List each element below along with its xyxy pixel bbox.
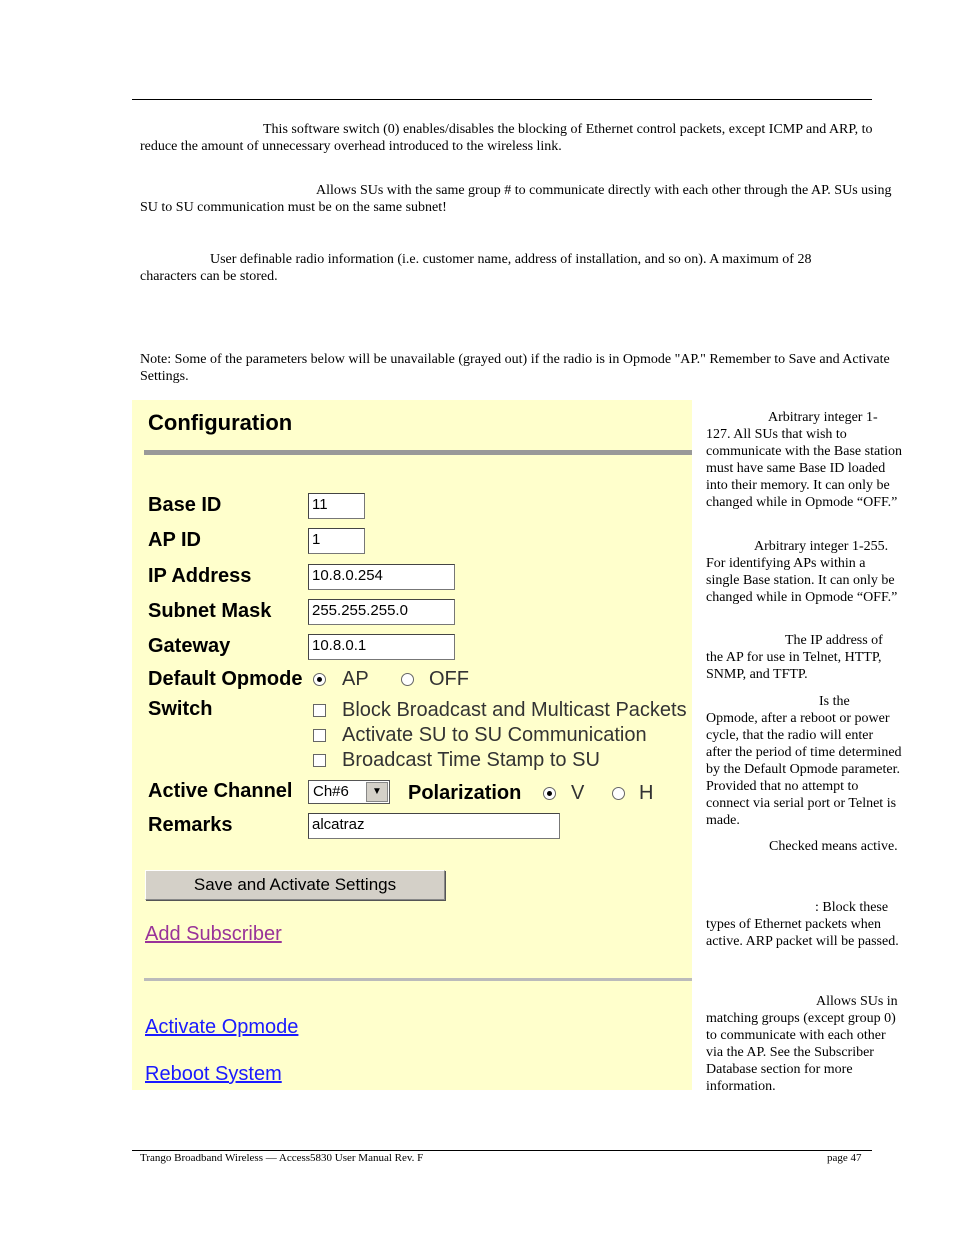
active-channel-select[interactable] — [308, 780, 390, 804]
reboot-system-link[interactable]: Reboot System — [145, 1063, 282, 1085]
opmode-off-label: OFF — [429, 668, 469, 690]
timestamp-checkbox[interactable] — [313, 754, 326, 767]
paragraph-remarks: User definable radio information (i.e. customer name, address of installation, and so on). A maximum of 28 characters can be stored. — [140, 252, 812, 284]
chevron-down-icon[interactable]: ▼ — [366, 782, 388, 802]
timestamp-label: Broadcast Time Stamp to SU — [342, 749, 600, 771]
remarks-input[interactable]: alcatraz — [308, 813, 560, 839]
save-activate-button[interactable]: Save and Activate Settings — [145, 870, 445, 900]
ip-address-label: IP Address — [148, 565, 252, 587]
remarks-label: Remarks — [148, 814, 233, 836]
header-rule — [132, 99, 872, 100]
side-note-block: : Block these types of Ethernet packets when active. ARP packet will be passed. — [706, 900, 899, 949]
base-id-input[interactable]: 11 — [308, 493, 365, 519]
panel-title: Configuration — [148, 410, 293, 435]
footer-rule — [132, 1150, 872, 1151]
footer-page-number: page 47 — [827, 1152, 862, 1164]
links-divider — [144, 978, 692, 981]
switch-label: Switch — [148, 698, 213, 720]
side-note-ap-id: Arbitrary integer 1-255. For identifying APs within a single Base station. It can only be changed while in Opmode “OFF.” — [706, 539, 898, 605]
ap-id-label: AP ID — [148, 529, 201, 551]
default-opmode-label: Default Opmode — [148, 668, 303, 690]
gateway-label: Gateway — [148, 635, 231, 657]
ap-id-input[interactable]: 1 — [308, 528, 365, 554]
base-id-label: Base ID — [148, 494, 222, 516]
add-subscriber-link[interactable]: Add Subscriber — [145, 923, 282, 945]
gateway-input[interactable]: 10.8.0.1 — [308, 634, 455, 660]
note-paragraph: Note: Some of the parameters below will be unavailable (grayed out) if the radio is in Opmode "AP." Remember to Save and Activate Settings. — [140, 352, 890, 384]
polarization-v-radio[interactable] — [543, 787, 556, 800]
configuration-panel — [132, 400, 692, 1090]
block-broadcast-checkbox[interactable] — [313, 704, 326, 717]
side-note-ip-address: The IP address of the AP for use in Telnet, HTTP, SNMP, and TFTP. — [706, 633, 883, 682]
side-note-su-to-su: Allows SUs in matching groups (except group 0) to communicate with each other via the AP. See the Subscriber Database section for more information. — [706, 994, 898, 1094]
active-channel-label: Active Channel — [148, 780, 293, 802]
su-to-su-label: Activate SU to SU Communication — [342, 724, 647, 746]
subnet-mask-label: Subnet Mask — [148, 600, 272, 622]
side-note-base-id: Arbitrary integer 1-127. All SUs that wish to communicate with the Base station must have same Base ID loaded into their memory. It can only be changed while in Opmode “OFF.” — [706, 410, 902, 510]
opmode-ap-radio[interactable] — [313, 673, 326, 686]
footer-left: Trango Broadband Wireless — Access5830 User Manual Rev. F — [140, 1152, 424, 1164]
polarization-v-label: V — [571, 782, 585, 804]
side-note-default-opmode: Is the Opmode, after a reboot or power cycle, that the radio will enter after the period of time determined by the Default Opmode parameter. Provided that no attempt to connect via serial port or Telnet is made. — [706, 694, 902, 828]
active-channel-value: Ch#6 — [313, 783, 349, 800]
opmode-ap-label: AP — [342, 668, 369, 690]
opmode-off-radio[interactable] — [401, 673, 414, 686]
polarization-h-label: H — [639, 782, 654, 804]
block-broadcast-label: Block Broadcast and Multicast Packets — [342, 699, 687, 721]
polarization-label: Polarization — [408, 782, 522, 804]
su-to-su-checkbox[interactable] — [313, 729, 326, 742]
activate-opmode-link[interactable]: Activate Opmode — [145, 1016, 299, 1038]
polarization-h-radio[interactable] — [612, 787, 625, 800]
subnet-mask-input[interactable]: 255.255.255.0 — [308, 599, 455, 625]
side-note-switch: Checked means active. — [769, 839, 898, 854]
paragraph-block-packets: This software switch (0) enables/disables the blocking of Ethernet control packets, except ICMP and ARP, to reduce the amount of unnecessary overhead introduced to the wireless link. — [140, 122, 873, 154]
paragraph-su-to-su: Allows SUs with the same group # to communicate directly with each other through the AP. SUs using SU to SU communication must be on the same subnet! — [140, 183, 892, 215]
title-divider — [144, 450, 692, 455]
ip-address-input[interactable]: 10.8.0.254 — [308, 564, 455, 590]
